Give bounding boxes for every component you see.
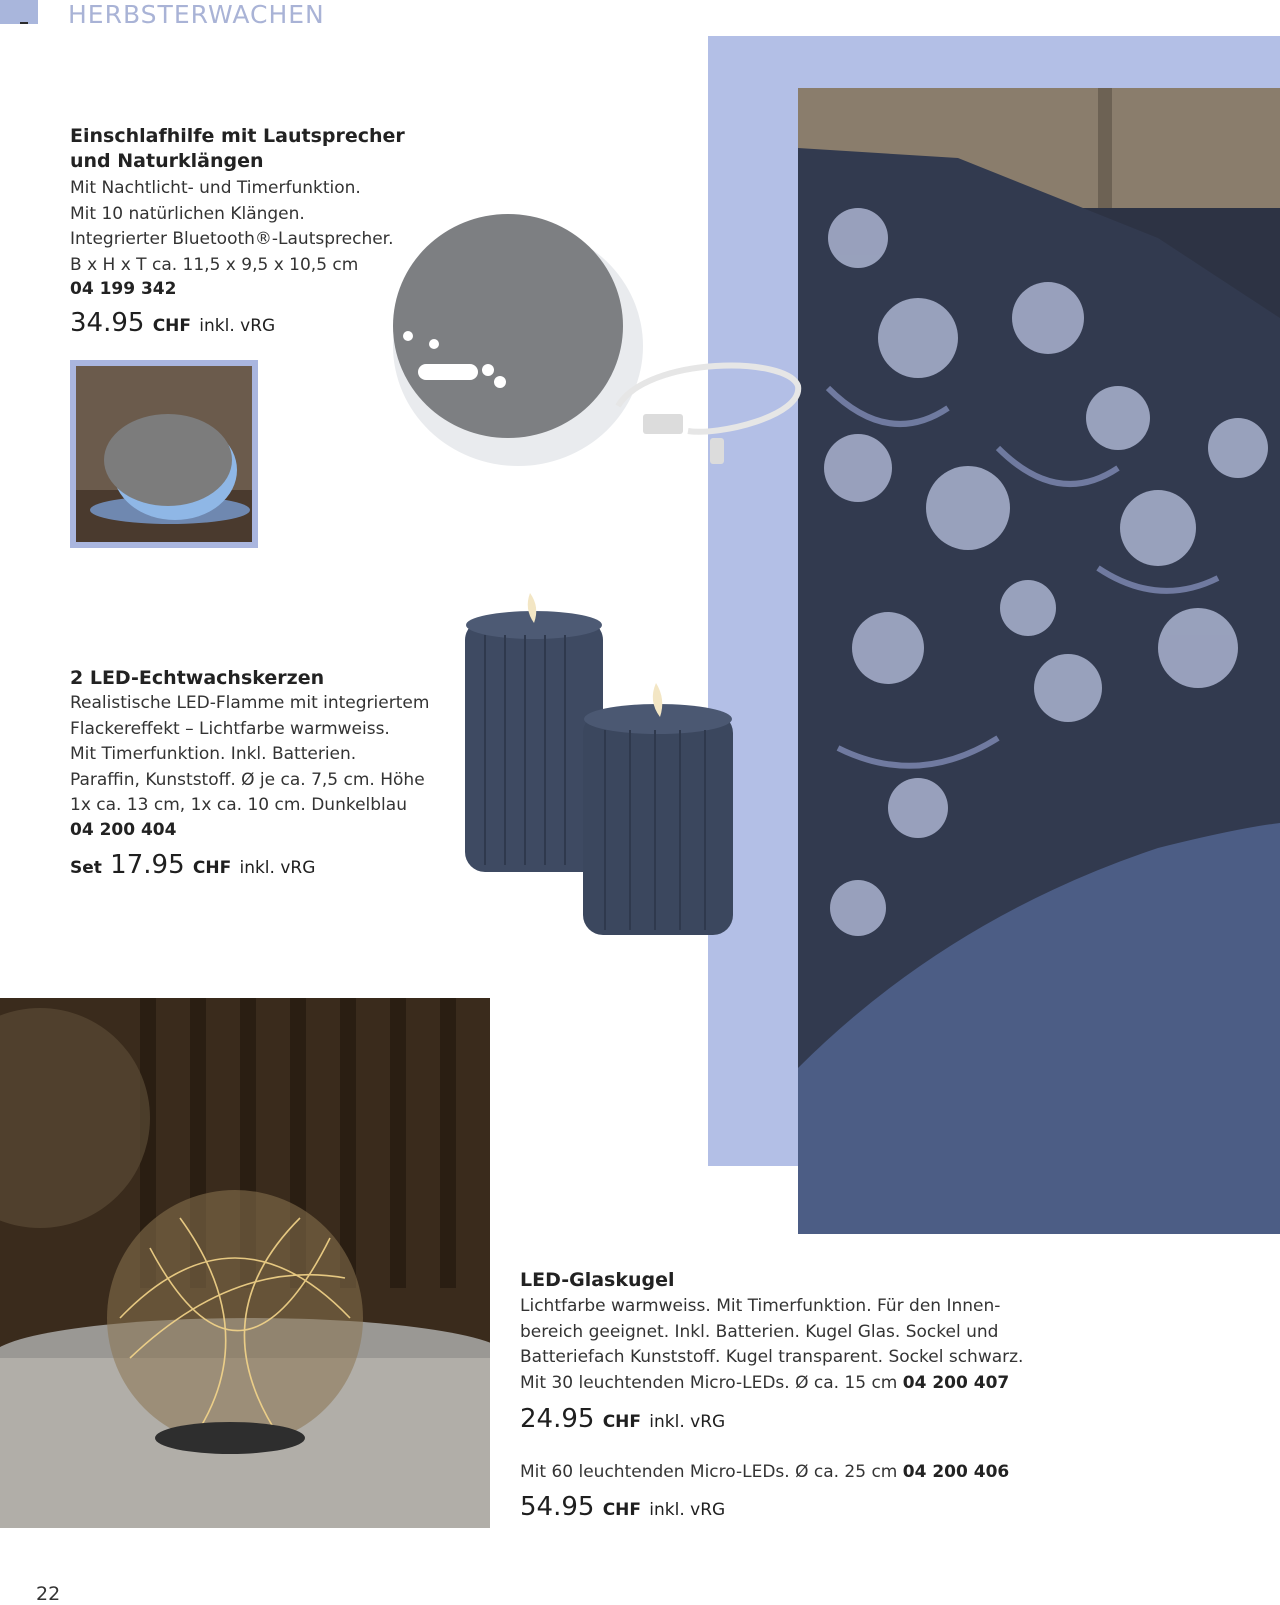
bedding-photo [798,88,1280,1234]
price-value: 34.95 [70,308,145,338]
section-title: HERBSTERWACHEN [68,0,325,29]
article-number: 04 199 342 [70,279,177,299]
variant-description-globe-large [520,1460,1009,1486]
article-number: 04 200 406 [902,1462,1010,1482]
desc-line: Realistische LED-Flamme mit integriertem [70,693,430,713]
product-description-sleep-aid [70,176,430,278]
product-title-led-candles: 2 LED-Echtwachskerzen [70,667,325,689]
desc-line: Flackereffekt – Lichtfarbe warmweiss. [70,718,390,739]
price-value: 24.95 [520,1404,595,1434]
currency: CHF [152,316,192,336]
currency: CHF [192,858,232,878]
price-led-candles [70,850,315,880]
desc-line: Mit 10 natürlichen Klängen. [70,203,305,224]
desc-line: bereich geeignet. Inkl. Batterien. Kugel Glas. Sockel und [520,1321,999,1342]
price-value: 54.95 [520,1492,595,1522]
title-line: Einschlafhilfe mit Lautsprecher [70,125,405,147]
candles-product-image [460,585,760,945]
page-number: 22 [36,1583,61,1605]
desc-line [520,1371,1030,1397]
header-mark-line [20,22,28,24]
tax-note: inkl. vRG [649,1412,726,1432]
glass-globe-photo [0,998,490,1528]
product-title-sleep-aid [70,124,430,174]
desc-line: Integrierter Bluetooth®-Lautsprecher. [70,229,394,249]
speaker-product-image [388,186,828,476]
currency: CHF [602,1500,642,1520]
desc-line: Paraffin, Kunststoff. Ø je ca. 7,5 cm. Höhe [70,769,425,790]
price-globe-small [520,1404,725,1434]
desc-line: 1x ca. 13 cm, 1x ca. 10 cm. Dunkelblau [70,795,407,815]
desc-line: Batteriefach Kunststoff. Kugel transparent. Sockel schwarz. [520,1347,1024,1367]
price-globe-large [520,1492,725,1522]
tax-note: inkl. vRG [239,858,316,878]
price-prefix: Set [70,858,102,878]
price-sleep-aid [70,308,275,338]
article-number: 04 200 404 [70,820,177,840]
speaker-lifestyle-thumbnail [70,360,258,548]
tax-note: inkl. vRG [199,316,276,336]
header-color-mark [0,0,38,24]
desc-text: Mit 60 leuchtenden Micro-LEDs. Ø ca. 25 cm [520,1462,898,1482]
tax-note: inkl. vRG [649,1500,726,1520]
desc-text: Mit 30 leuchtenden Micro-LEDs. Ø ca. 15 cm [520,1372,898,1393]
currency: CHF [602,1412,642,1432]
title-line: und Naturklängen [70,150,264,172]
desc-line: Lichtfarbe warmweiss. Mit Timerfunktion. Für den Innen- [520,1296,1001,1316]
desc-line: Mit Timerfunktion. Inkl. Batterien. [70,744,357,764]
price-value: 17.95 [110,850,185,880]
product-description-led-candles [70,691,450,819]
desc-line: B x H x T ca. 11,5 x 9,5 x 10,5 cm [70,254,359,275]
desc-line: Mit Nachtlicht- und Timerfunktion. [70,178,361,198]
product-title-glass-globe: LED-Glaskugel [520,1269,675,1291]
article-number: 04 200 407 [902,1372,1010,1393]
product-description-glass-globe [520,1294,1030,1396]
